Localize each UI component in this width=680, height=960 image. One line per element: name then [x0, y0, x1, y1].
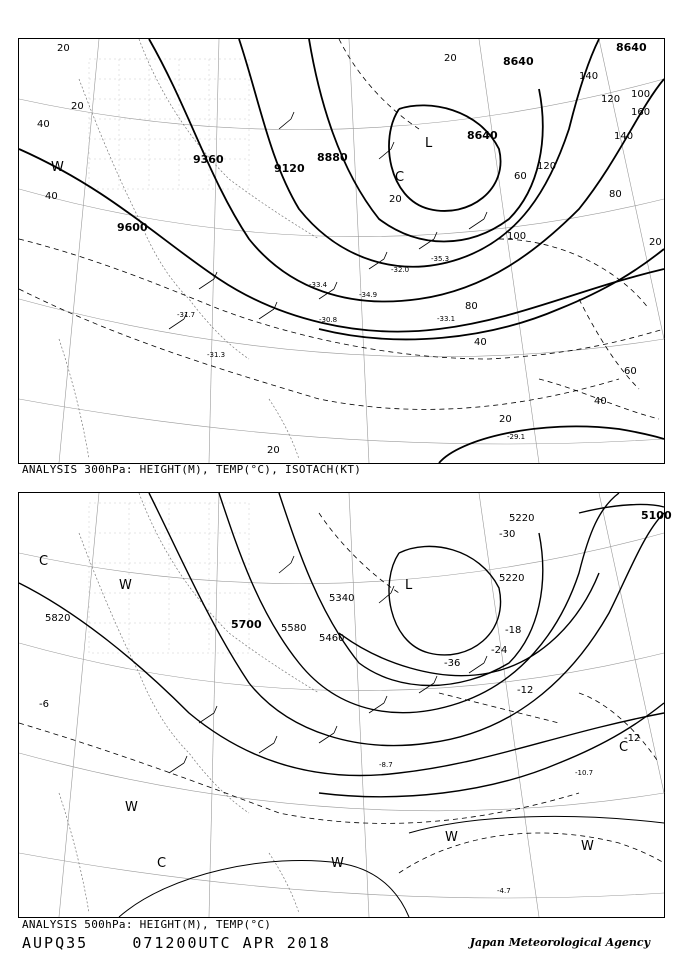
warm-center-symbol: W [445, 830, 458, 845]
map-300hpa-caption: ANALYSIS 300hPa: HEIGHT(M), TEMP(°C), ISOTACH(KT) [22, 463, 362, 476]
temp-labels [177, 255, 525, 441]
temp-label: -33.1 [437, 315, 456, 323]
temp-label: -8.7 [379, 761, 393, 769]
temp-label: -36 [444, 658, 461, 669]
temp-label: -31.3 [207, 351, 226, 359]
temp-label: -18 [505, 625, 522, 636]
isotach-label: 140 [614, 131, 634, 142]
temp-label: -12 [624, 733, 641, 744]
height-label: 5340 [329, 593, 355, 604]
isotach-label: 80 [609, 189, 622, 200]
coastline [59, 493, 319, 913]
isotach-label: 120 [537, 161, 557, 172]
isotach-label: 60 [624, 366, 637, 377]
temp-label: -6 [39, 699, 49, 710]
height-label: 9600 [117, 221, 148, 234]
isotach-label: 40 [474, 337, 487, 348]
map-500hpa-canvas [19, 493, 672, 917]
low-pressure-symbol: L [425, 136, 433, 151]
cold-center-symbol: C [619, 740, 629, 755]
isotach-labels [37, 43, 662, 456]
chart-datetime: 071200UTC APR 2018 [132, 934, 331, 952]
isotach-label: 80 [465, 301, 478, 312]
temp-label: -12 [517, 685, 534, 696]
height-label: 5700 [231, 618, 262, 631]
height-label: 8640 [503, 55, 534, 68]
isotach-label: 100 [631, 89, 651, 100]
map-500hpa [18, 492, 672, 918]
height-contours [19, 493, 664, 797]
map-500hpa-caption: ANALYSIS 500hPa: HEIGHT(M), TEMP(°C) [22, 918, 272, 931]
isotherm-contours [19, 513, 664, 873]
height-label: 5100 [641, 509, 672, 522]
cold-center-symbol: C [395, 170, 405, 185]
height-label: 8640 [616, 41, 647, 54]
height-label: 5580 [281, 623, 307, 634]
height-label: 5220 [499, 573, 525, 584]
warm-center-symbol: W [51, 160, 64, 175]
isotach-label: 40 [37, 119, 50, 130]
isotach-label: 40 [594, 396, 607, 407]
isotach-label: 140 [579, 71, 599, 82]
isotach-label: 20 [57, 43, 70, 54]
temp-label: -31.7 [177, 311, 196, 319]
height-contours [19, 39, 664, 339]
pressure-centers [51, 136, 433, 185]
map-300hpa-canvas [19, 39, 664, 463]
temp-label: -10.7 [575, 769, 594, 777]
height-label: 9360 [193, 153, 224, 166]
temp-label: -32.0 [391, 266, 410, 274]
height-label: 5820 [45, 613, 71, 624]
isotach-label: 20 [499, 414, 512, 425]
isotach-contours [19, 39, 664, 419]
isotach-label: 120 [601, 94, 621, 105]
chart-code [22, 934, 331, 952]
cold-center-symbol: C [157, 856, 167, 871]
cold-center-symbol: C [39, 554, 49, 569]
graticule [19, 39, 664, 463]
height-label: 9120 [274, 162, 305, 175]
height-label: 5220 [509, 513, 535, 524]
isotach-low [439, 426, 664, 463]
isotach-label: 60 [514, 171, 527, 182]
temp-label: -24 [491, 645, 508, 656]
temp-label: -34.9 [359, 291, 378, 299]
isotach-label: 40 [45, 191, 58, 202]
isotach-label: 20 [649, 237, 662, 248]
isotach-label: 20 [267, 445, 280, 456]
isotach-label: 20 [444, 53, 457, 64]
temp-label: -30 [499, 529, 516, 540]
temp-label: -4.7 [497, 887, 511, 895]
map-300hpa [18, 38, 665, 464]
isotach-label: 160 [631, 107, 651, 118]
warm-center-symbol: W [125, 800, 138, 815]
coastline [59, 39, 319, 459]
agency-name: Japan Meteorological Agency [469, 936, 650, 949]
boundary [119, 816, 664, 917]
isotach-label: 20 [389, 194, 402, 205]
chart-id: AUPQ35 [22, 934, 89, 952]
height-label: 8640 [467, 129, 498, 142]
temp-label: -35.3 [431, 255, 450, 263]
temp-label: -29.1 [507, 433, 526, 441]
warm-center-symbol: W [331, 856, 344, 871]
low-pressure-symbol: L [405, 578, 413, 593]
temp-label: -30.8 [319, 316, 338, 324]
temp-label: -33.4 [309, 281, 328, 289]
warm-center-symbol: W [119, 578, 132, 593]
isotach-label: 100 [507, 231, 527, 242]
graticule [19, 493, 664, 917]
shaded-area [89, 503, 249, 653]
height-label: 8880 [317, 151, 348, 164]
warm-center-symbol: W [581, 839, 594, 854]
height-label: 5460 [319, 633, 345, 644]
isotach-label: 20 [71, 101, 84, 112]
